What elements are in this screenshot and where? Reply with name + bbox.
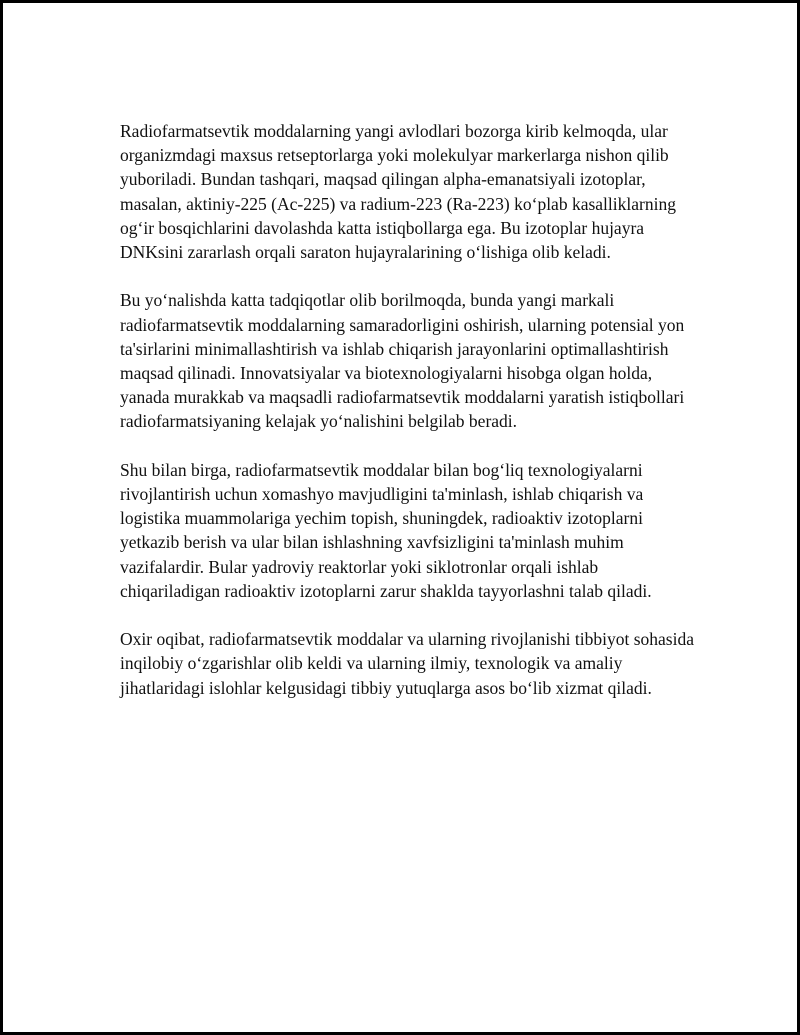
paragraph-1: Radiofarmatsevtik moddalarning yangi avlodlari bozorga kirib kelmoqda, ular organizmdagi maxsus retseptorlarga yoki molekulyar markerlarga nishon qilib yuboriladi. Bundan tashqari, maqsad qilingan alpha-emanatsiyali izotoplar, masalan, aktiniy-225 (Ac-225) va radium-223 (Ra-223) ko‘plab kasalliklarning og‘ir bosqichlarini davolashda katta istiqbollarga ega. Bu izotoplar hujayra DNKsini zararlash orqali saraton hujayralarining o‘lishiga olib keladi. (120, 121, 676, 263)
document-body (120, 119, 695, 724)
paragraph-3: Shu bilan birga, radiofarmatsevtik moddalar bilan bog‘liq texnologiyalarni rivojlantirish uchun xomashyo mavjudligini ta'minlash, ishlab chiqarish va logistika muammolariga yechim topish, shuningdek, radioaktiv izotoplarni yetkazib berish va ular bilan ishlashning xavfsizligini ta'minlash muhim vazifalardir. Bular yadroviy reaktorlar yoki siklotronlar orqali ishlab chiqariladigan radioaktiv izotoplarni zarur shaklda tayyorlashni talab qiladi. (120, 459, 652, 601)
paragraph-2: Bu yo‘nalishda katta tadqiqotlar olib borilmoqda, bunda yangi markali radiofarmatsevtik moddalarning samaradorligini oshirish, ularning potensial yon ta'sirlarini minimallashtirish va ishlab chiqarish jarayonlarini optimallashtirish maqsad qilinadi. Innovatsiyalar va biotexnologiyalarni hisobga olgan holda, yanada murakkab va maqsadli radiofarmatsevtik moddalarni yaratish istiqbollari radiofarmatsiyaning kelajak yo‘nalishini belgilab beradi. (120, 290, 685, 432)
paragraph-4: Oxir oqibat, radiofarmatsevtik moddalar va ularning rivojlanishi tibbiyot sohasida inqilobiy o‘zgarishlar olib keldi va ularning ilmiy, texnologik va amaliy jihatlaridagi islohlar kelgusidagi tibbiy yutuqlarga asos bo‘lib xizmat qiladi. (120, 629, 694, 698)
